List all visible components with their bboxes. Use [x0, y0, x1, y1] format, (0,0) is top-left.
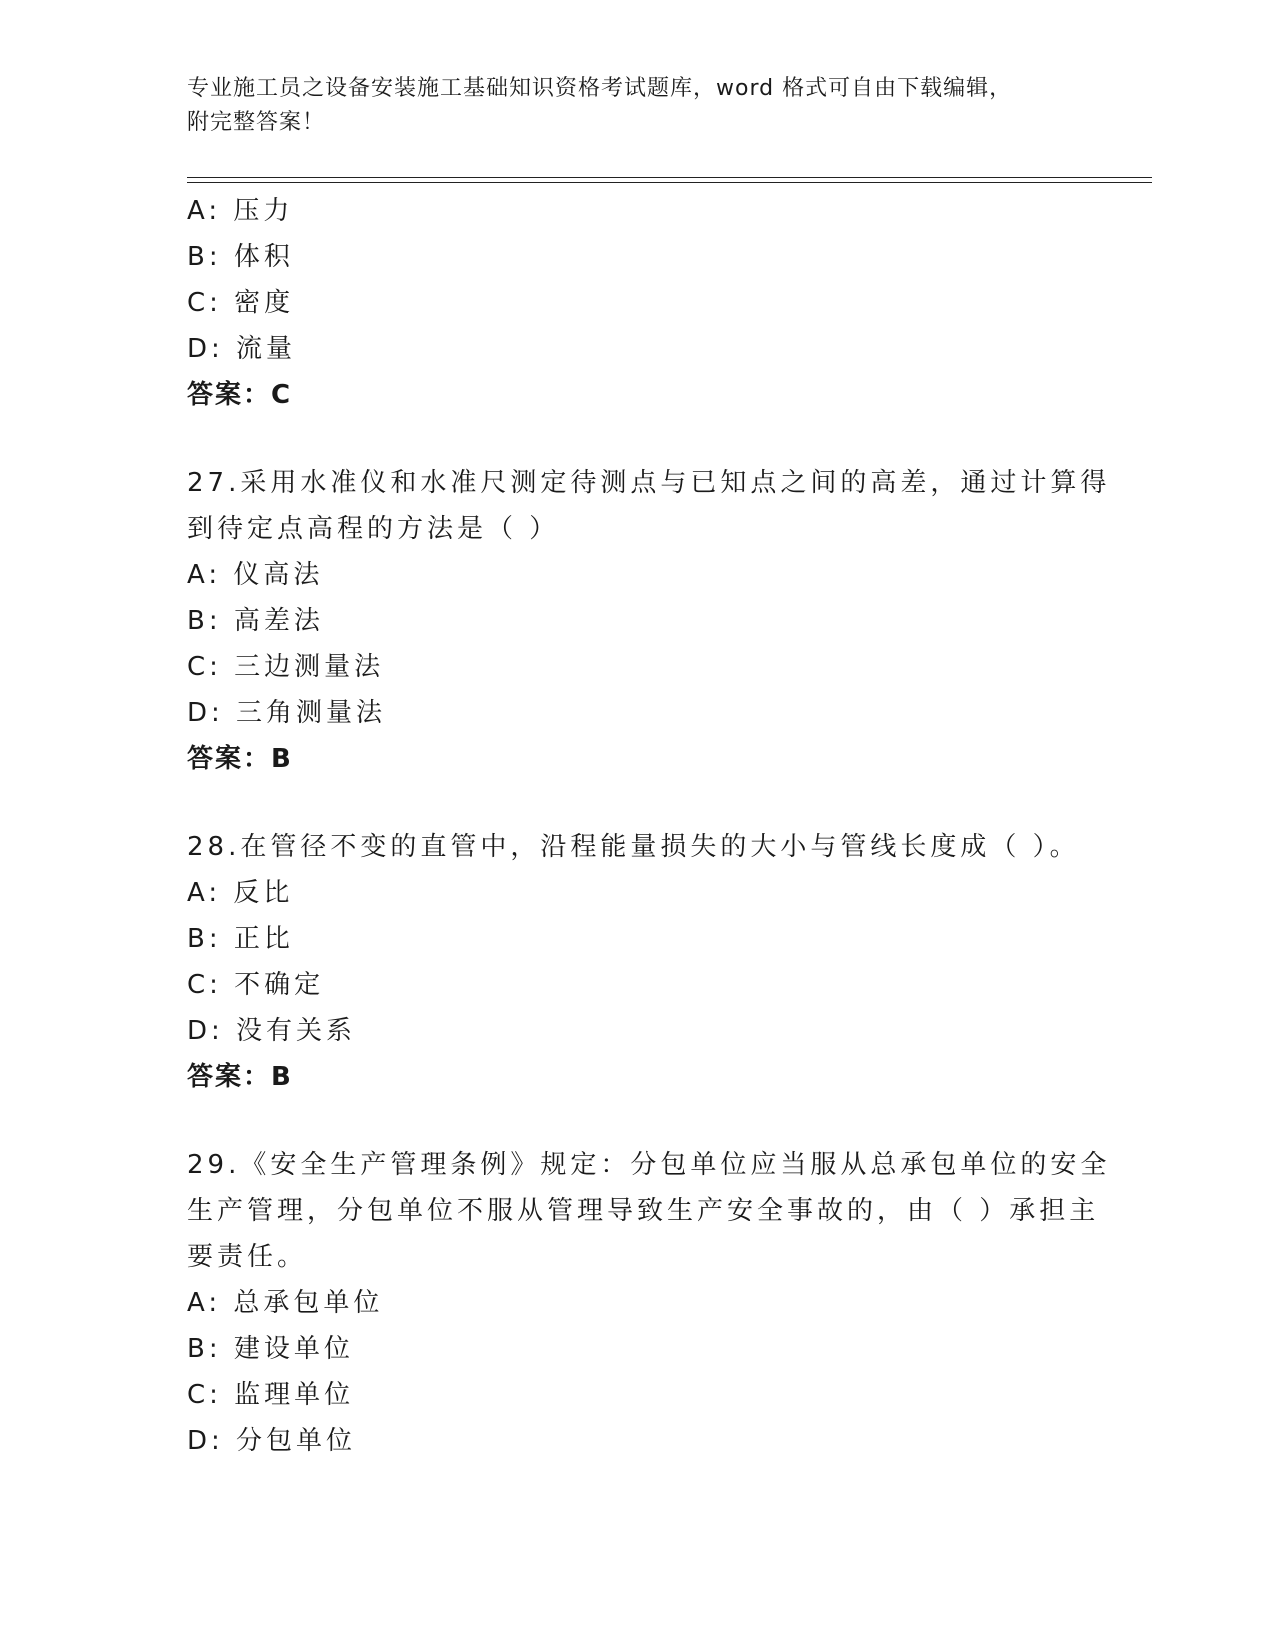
option-b: B: 体积 — [187, 242, 294, 272]
question-list — [187, 188, 1111, 1464]
spacer — [187, 418, 1087, 460]
option-a: A: 仪高法 — [187, 560, 324, 590]
header-divider-bottom — [187, 182, 1152, 183]
question-29 — [187, 1142, 1111, 1464]
question-stem: 29.《安全生产管理条例》规定：分包单位应当服从总承包单位的安全 — [187, 1150, 1111, 1180]
question-28 — [187, 824, 1087, 1100]
question-stem: 生产管理，分包单位不服从管理导致生产安全事故的，由（ ）承担主 — [187, 1196, 1100, 1226]
option-d: D: 三角测量法 — [187, 698, 387, 728]
question-26 — [187, 188, 1087, 418]
option-b: B: 正比 — [187, 924, 294, 954]
header-line-1: 专业施工员之设备安装施工基础知识资格考试题库，word 格式可自由下载编辑， — [187, 76, 1013, 101]
option-a: A: 总承包单位 — [187, 1288, 384, 1318]
question-stem: 28.在管径不变的直管中，沿程能量损失的大小与管线长度成（ ）。 — [187, 832, 1080, 862]
option-a: A: 反比 — [187, 878, 294, 908]
question-stem: 27.采用水准仪和水准尺测定待测点与已知点之间的高差，通过计算得 — [187, 468, 1111, 498]
option-d: D: 流量 — [187, 334, 297, 364]
option-c: C: 监理单位 — [187, 1380, 355, 1410]
question-stem: 到待定点高程的方法是（ ） — [187, 514, 560, 544]
answer: 答案：B — [187, 744, 293, 774]
header-line-2: 附完整答案！ — [187, 110, 326, 135]
option-b: B: 建设单位 — [187, 1334, 354, 1364]
option-d: D: 分包单位 — [187, 1426, 357, 1456]
answer: 答案：B — [187, 1062, 293, 1092]
answer: 答案：C — [187, 380, 293, 410]
option-d: D: 没有关系 — [187, 1016, 357, 1046]
spacer — [187, 782, 1087, 824]
document-header — [187, 72, 1087, 140]
question-27 — [187, 460, 1111, 782]
question-stem: 要责任。 — [187, 1242, 308, 1272]
option-c: C: 不确定 — [187, 970, 325, 1000]
option-c: C: 三边测量法 — [187, 652, 385, 682]
option-c: C: 密度 — [187, 288, 295, 318]
option-b: B: 高差法 — [187, 606, 324, 636]
spacer — [187, 1100, 1087, 1142]
header-divider-top — [187, 177, 1152, 178]
option-a: A: 压力 — [187, 196, 294, 226]
